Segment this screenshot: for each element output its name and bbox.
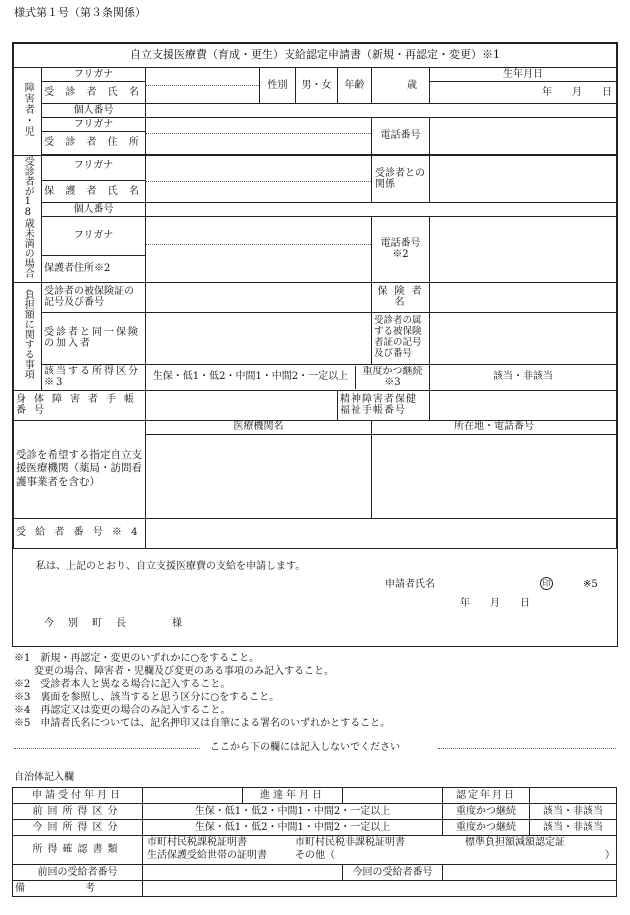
prev-applicable-options[interactable]: 該当・非該当 — [530, 804, 617, 820]
note5-mark: ※5 — [583, 579, 598, 590]
birth-date-field[interactable]: 年 月 日 — [430, 82, 617, 104]
same-insurance-field[interactable] — [146, 312, 372, 364]
relation-field[interactable] — [430, 156, 617, 203]
minor-group-label: 受診者が18歳未満の場合 — [14, 156, 42, 283]
application-table — [13, 43, 617, 549]
insurer-field[interactable] — [430, 282, 617, 312]
patient-address-field[interactable] — [146, 118, 372, 155]
certified-date-field[interactable] — [530, 788, 617, 804]
mayor-label: 今 別 町 長 — [44, 618, 128, 629]
guardian-furigana-label: フリガナ — [42, 156, 146, 181]
docs-label: 所得確認書類 — [13, 836, 143, 865]
remarks-label: 備 考 — [13, 881, 143, 897]
note-1: ※1 新規・再認定・変更のいずれかに○をすること。 — [14, 653, 260, 664]
relation-label: 受診者との関係 — [372, 156, 430, 203]
seal-mark: 印 — [540, 577, 553, 590]
curr-severe-label: 重度かつ継続 — [443, 820, 530, 836]
prev-number-label: 前回の受給者番号 — [13, 865, 143, 881]
insured-card-label: 受診者の属する被保険者証の記号及び番号 — [372, 312, 430, 364]
curr-applicable-options[interactable]: 該当・非該当 — [530, 820, 617, 836]
curr-number-field[interactable] — [443, 865, 617, 881]
curr-number-label: 今回の受給者番号 — [343, 865, 443, 881]
physical-notebook-field[interactable] — [146, 390, 338, 420]
facility-label: 受診を希望する指定自立支援医療機関（薬局・訪問看護事業者を含む） — [14, 420, 146, 518]
income-options-text: 生保・低1・低2・中間1・中間2・一定以上 — [152, 371, 349, 383]
prev-income-label: 前回所得区分 — [13, 804, 143, 820]
facility-address-header: 所在地・電話番号 — [372, 420, 617, 434]
guardian-address-field[interactable] — [146, 217, 372, 283]
facility-name-field[interactable] — [146, 434, 372, 518]
remarks-field[interactable] — [143, 881, 617, 897]
received-date-field[interactable] — [143, 788, 243, 804]
divider-line-left — [14, 748, 200, 749]
guardian-name-field[interactable] — [146, 156, 372, 203]
income-class-label: 該当する所得区分※3 — [42, 364, 146, 390]
apply-statement: 私は、上記のとおり、自立支援医療費の支給を申請します。 — [36, 561, 306, 572]
phone-label: 電話番号 — [372, 118, 430, 155]
application-date[interactable]: 年 月 日 — [460, 598, 530, 609]
sex-options[interactable]: 男・女 — [296, 68, 338, 104]
doc-nontax: 市町村民税非課税証明書 — [295, 837, 405, 848]
severe-label: 重度かつ継続※3 — [355, 366, 429, 389]
certified-date-label: 認定年月日 — [443, 788, 530, 804]
divider-line-right — [438, 748, 616, 749]
mental-notebook-field[interactable] — [430, 390, 617, 420]
note-5: ※5 申請者氏名については、記名押印又は自筆による署名のいずれかとすること。 — [14, 718, 391, 729]
divider-text: ここから下の欄には記入しないでください — [210, 742, 400, 753]
curr-income-options[interactable]: 生保・低1・低2・中間1・中間2・一定以上 — [143, 820, 443, 836]
phone-field[interactable] — [430, 118, 617, 155]
patient-address-label: 受 診 者 住 所 — [42, 132, 146, 155]
facility-address-field[interactable] — [372, 434, 617, 518]
guardian-personal-number-field[interactable] — [146, 203, 617, 217]
patient-name-field[interactable] — [146, 68, 260, 104]
guardian-address-furigana-label: フリガナ — [42, 217, 146, 256]
patient-name-label: 受 診 者 氏 名 — [42, 82, 146, 104]
doc-other: その他（ — [295, 850, 335, 861]
office-table — [12, 787, 617, 897]
patient-furigana-label: フリガナ — [42, 68, 146, 82]
patient-address-furigana-label: フリガナ — [42, 118, 146, 132]
guardian-name-label: 保 護 者 氏 名 — [42, 180, 146, 202]
sex-label: 性別 — [260, 68, 296, 104]
recipient-number-field[interactable] — [146, 518, 617, 548]
doc-reduction: 標準負担額減額認定証 — [465, 837, 565, 848]
mayor-honorific: 様 — [172, 618, 182, 629]
physical-notebook-label: 身体障害者手帳番号 — [14, 390, 146, 420]
insurance-card-label: 受診者の被保険証の記号及び番号 — [42, 282, 146, 312]
form-title: 自立支援医療費（育成・更生）支給認定申請書（新規・再認定・変更）※1 — [14, 44, 617, 68]
insured-card-field[interactable] — [430, 312, 617, 364]
applicant-name-field[interactable] — [440, 576, 536, 590]
forwarded-date-label: 進達年月日 — [243, 788, 343, 804]
received-date-label: 申請受付年月日 — [13, 788, 143, 804]
birth-label: 生年月日 — [430, 68, 617, 82]
phone2-field[interactable] — [430, 217, 617, 283]
same-insurance-label: 受診者と同一保険の加入者 — [42, 312, 146, 364]
office-section-title: 自治体記入欄 — [14, 772, 74, 783]
facility-name-header: 医療機関名 — [146, 420, 372, 434]
severe-applicable-options[interactable]: 該当・非該当 — [430, 364, 617, 390]
form-number: 様式第１号（第３条関係） — [14, 6, 146, 19]
doc-welfare: 生活保護受給世帯の証明書 — [147, 850, 267, 861]
insurer-label: 保 険 者 名 — [372, 282, 430, 312]
insurance-card-field[interactable] — [146, 282, 372, 312]
docs-options[interactable] — [143, 836, 617, 865]
prev-income-options[interactable]: 生保・低1・低2・中間1・中間2・一定以上 — [143, 804, 443, 820]
burden-group-label: 負担額に関する事項 — [14, 282, 42, 390]
income-class-options[interactable] — [146, 364, 430, 390]
guardian-address-label: 保護者住所※2 — [42, 255, 146, 282]
note-2: ※2 受診者本人と異なる場合に記入すること。 — [14, 679, 231, 690]
patient-personal-number-label: 個人番号 — [42, 104, 146, 118]
note-1b: 変更の場合、障害者・児欄及び変更のある事項のみ記入すること。 — [14, 666, 334, 677]
forwarded-date-field[interactable] — [343, 788, 443, 804]
phone2-label: 電話番号※2 — [372, 217, 430, 283]
mental-notebook-label: 精神障害者保健福祉手帳番号 — [338, 390, 430, 420]
patient-group-label: 障害者・児 — [14, 68, 42, 156]
curr-income-label: 今回所得区分 — [13, 820, 143, 836]
doc-other-close: ） — [605, 850, 615, 861]
patient-personal-number-field[interactable] — [146, 104, 617, 118]
age-label: 年齢 — [338, 68, 372, 104]
age-field[interactable]: 歳 — [372, 68, 430, 104]
note-4: ※4 再認定又は変更の場合のみ記入すること。 — [14, 705, 231, 716]
applicant-label: 申請者氏名 — [385, 579, 435, 590]
prev-severe-label: 重度かつ継続 — [443, 804, 530, 820]
guardian-personal-number-label: 個人番号 — [42, 203, 146, 217]
recipient-number-label: 受 給 者 番 号 ※ 4 — [14, 518, 146, 548]
prev-number-field[interactable] — [143, 865, 343, 881]
doc-tax: 市町村民税課税証明書 — [147, 837, 247, 848]
note-3: ※3 裏面を参照し、該当すると思う区分に○をすること。 — [14, 692, 280, 703]
